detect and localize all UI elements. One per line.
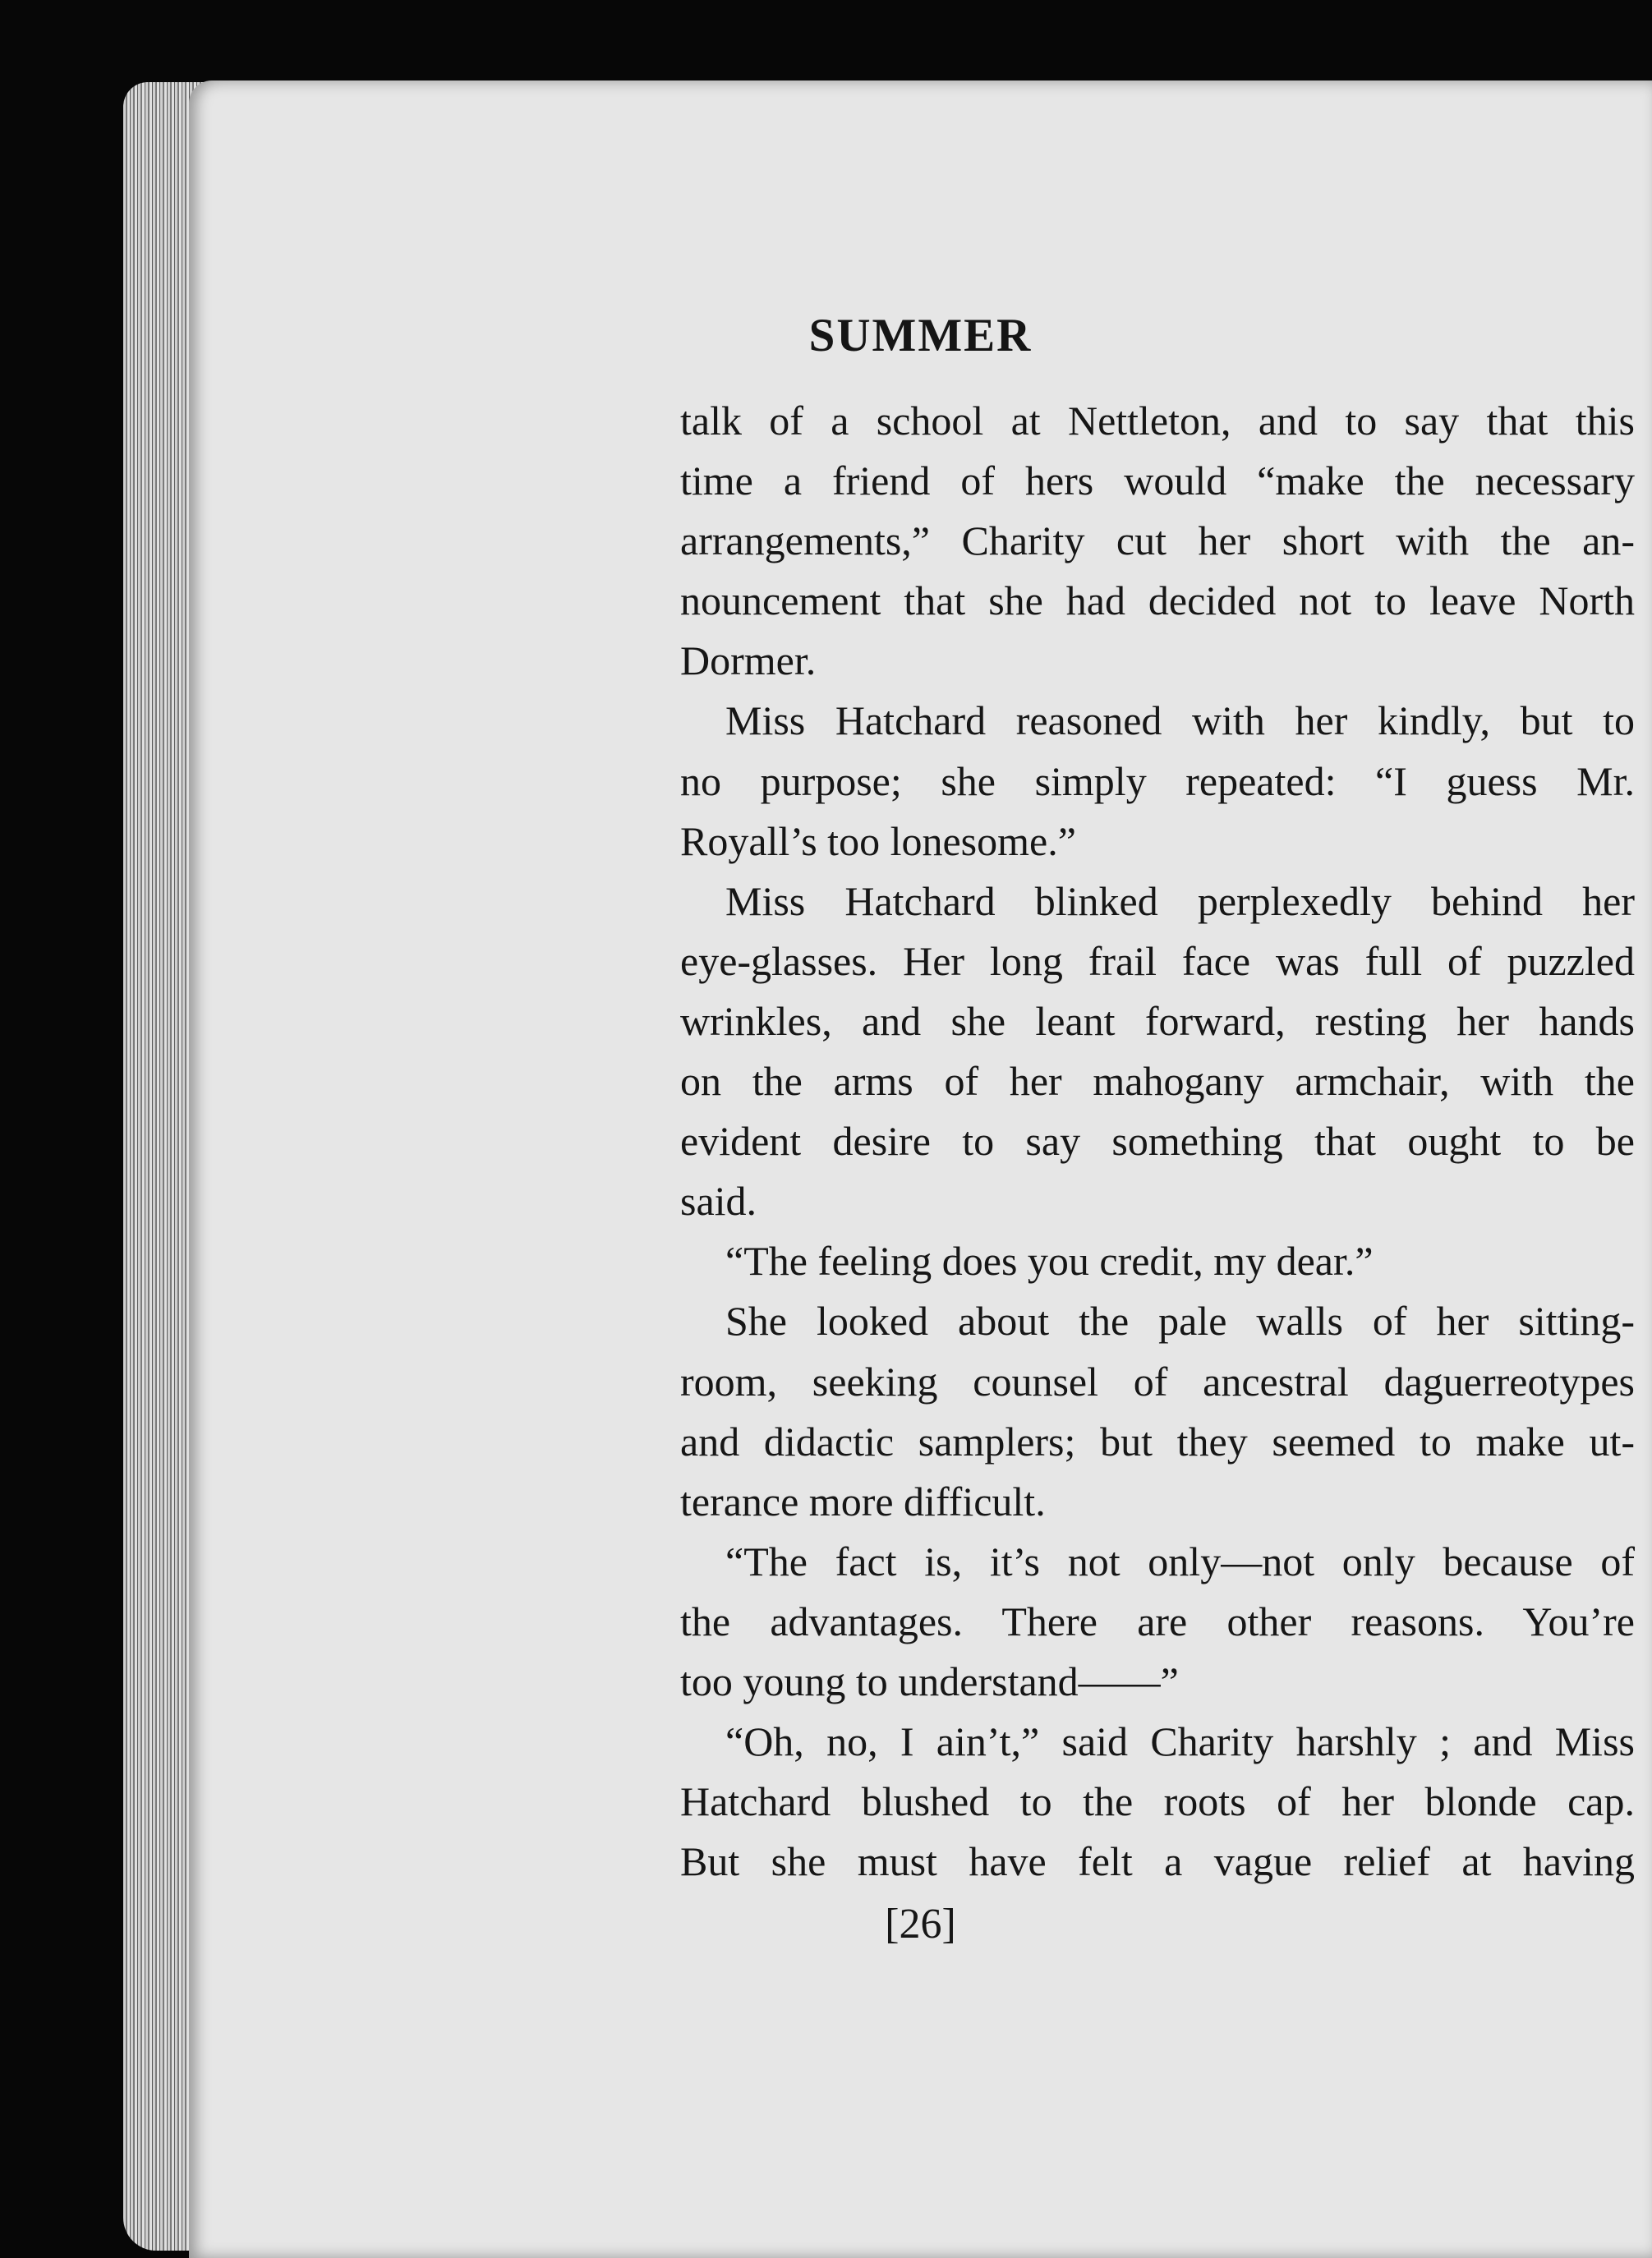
text-line: Miss Hatchard blinked perplexedly behind her <box>725 877 1635 924</box>
body-text <box>680 391 1635 1892</box>
text-line: She looked about the pale walls of her sitting- <box>725 1298 1635 1345</box>
running-head: SUMMER <box>808 310 1033 361</box>
page-number: [26] <box>885 1901 956 1948</box>
text-line: “The fact is, it’s not only—not only because of <box>725 1538 1635 1584</box>
text-line: “The feeling does you credit, my dear.” <box>725 1238 1374 1285</box>
text-line: talk of a school at Nettleton, and to say that this <box>680 398 1635 444</box>
text-line: Royall’s too lonesome.” <box>680 817 1076 864</box>
text-line: and didactic samplers; but they seemed to make ut- <box>680 1418 1635 1465</box>
text-line: wrinkles, and she leant forward, resting her hands <box>680 997 1635 1044</box>
text-line: on the arms of her mahogany armchair, with the <box>680 1058 1635 1105</box>
text-line: no purpose; she simply repeated: “I guess Mr. <box>680 757 1635 804</box>
text-line: the advantages. There are other reasons. You’re <box>680 1598 1635 1644</box>
text-line: terance more difficult. <box>680 1478 1046 1524</box>
text-line: arrangements,” Charity cut her short with the an- <box>680 517 1635 564</box>
text-line: nouncement that she had decided not to leave North <box>680 577 1635 624</box>
text-line: evident desire to say something that ought to be <box>680 1118 1635 1165</box>
text-line: too young to understand——” <box>680 1658 1179 1704</box>
book-page <box>189 80 1652 2258</box>
text-line: said. <box>680 1178 757 1225</box>
text-line: “Oh, no, I ain’t,” said Charity harshly ; and Miss <box>725 1718 1635 1765</box>
text-line: But she must have felt a vague relief at having <box>680 1838 1635 1885</box>
text-line: time a friend of hers would “make the necessary <box>680 458 1635 504</box>
text-line: eye-glasses. Her long frail face was full of puzzled <box>680 937 1635 984</box>
text-line: Dormer. <box>680 637 817 684</box>
text-line: Miss Hatchard reasoned with her kindly, but to <box>725 697 1635 744</box>
text-line: Hatchard blushed to the roots of her blonde cap. <box>680 1778 1635 1825</box>
text-line: room, seeking counsel of ancestral daguerreotypes <box>680 1358 1635 1405</box>
